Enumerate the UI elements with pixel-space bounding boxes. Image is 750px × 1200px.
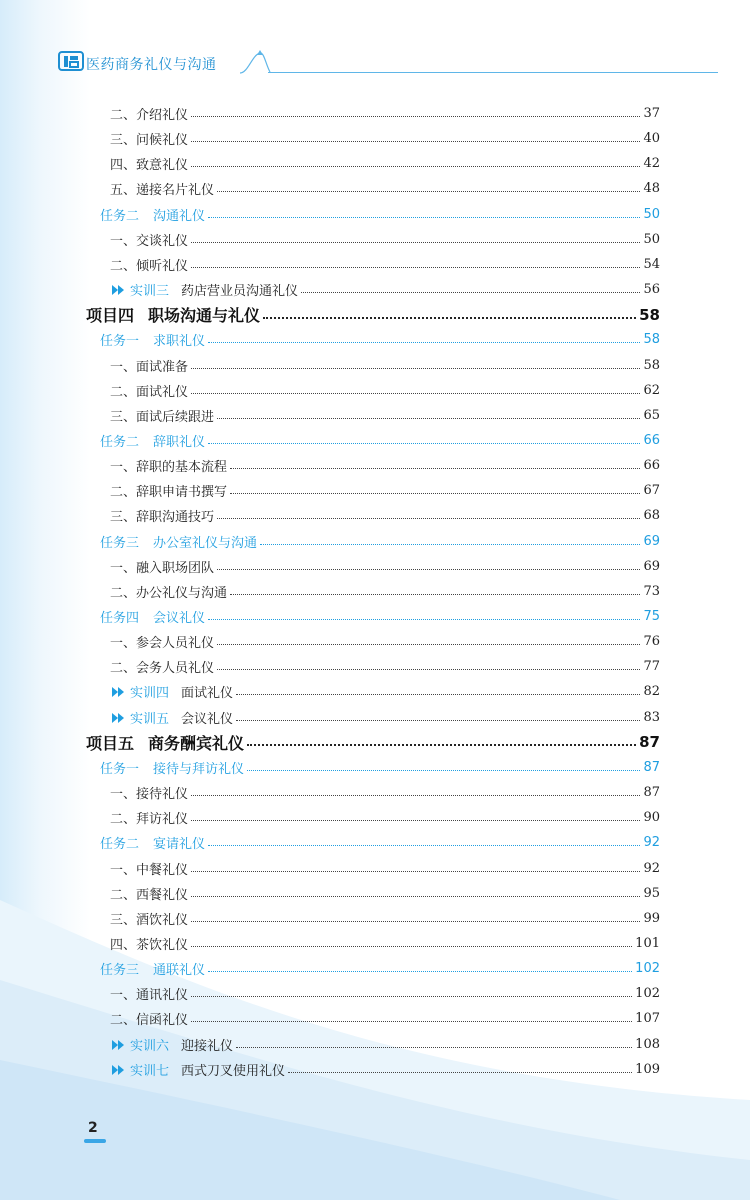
toc-page-number: 87: [643, 785, 660, 801]
toc-entry-item[interactable]: [0, 629, 660, 654]
dot-leader: [230, 594, 640, 595]
toc-entry-item[interactable]: [0, 579, 660, 604]
toc-entry-task[interactable]: [0, 327, 660, 352]
toc-entry-label: [86, 303, 260, 326]
toc-entry-label: 二、会务人员礼仪: [110, 661, 215, 677]
dot-leader: [236, 1047, 632, 1048]
toc-entry-item[interactable]: [0, 403, 660, 428]
double-arrow-icon: [112, 1040, 126, 1050]
toc-entry-label: [100, 833, 205, 852]
toc-entry-label: 一、辞职的基本流程: [110, 460, 228, 476]
toc-entry-label: 二、拜访礼仪: [110, 812, 189, 828]
toc-task-title: 辞职礼仪: [153, 434, 206, 450]
toc-project-title: 职场沟通与礼仪: [148, 306, 261, 326]
toc-entry-item[interactable]: [0, 981, 660, 1006]
toc-entry-label: 四、致意礼仪: [110, 158, 189, 174]
toc-entry-task[interactable]: [0, 202, 660, 227]
toc-page-number: 69: [643, 533, 660, 549]
toc-page-number: 58: [643, 332, 660, 348]
toc-practice-title: 西式刀叉使用礼仪: [181, 1063, 286, 1079]
dot-leader: [208, 971, 632, 972]
toc-entry-label: 一、参会人员礼仪: [110, 636, 215, 652]
toc-page-number: 37: [643, 106, 660, 121]
toc-entry-item[interactable]: [0, 654, 660, 679]
dot-leader: [191, 996, 632, 997]
toc-entry-label: [86, 731, 244, 754]
toc-page-number: 68: [643, 508, 660, 524]
dot-leader: [191, 242, 640, 243]
toc-page-number: 62: [643, 382, 660, 398]
toc-page-number: 58: [639, 305, 660, 324]
toc-task-tag: 任务三: [100, 535, 140, 551]
book-logo-icon: [58, 49, 84, 73]
dot-leader: [208, 443, 640, 444]
toc-entry-item[interactable]: [0, 176, 660, 201]
toc-entry-task[interactable]: [0, 830, 660, 855]
toc-page-number: 40: [643, 131, 660, 147]
toc-entry-label: 三、辞职沟通技巧: [110, 510, 215, 526]
toc-task-title: 会议礼仪: [153, 611, 206, 626]
dot-leader: [191, 393, 640, 394]
toc-page-number: 48: [643, 181, 660, 197]
toc-task-title: 求职礼仪: [153, 334, 206, 350]
dot-leader: [260, 544, 640, 545]
dot-leader: [191, 166, 640, 167]
toc-page-number: 99: [643, 910, 660, 926]
toc-entry-item[interactable]: [0, 126, 660, 151]
toc-entry-label: 二、西餐礼仪: [110, 887, 189, 903]
toc-page-number: 50: [643, 231, 660, 247]
toc-entry-item[interactable]: [0, 805, 660, 830]
toc-task-title: 接待与拜访礼仪: [153, 761, 245, 777]
toc-entry-item[interactable]: [0, 856, 660, 881]
dot-leader: [217, 191, 640, 192]
toc-entry-label: 一、接待礼仪: [110, 787, 189, 803]
toc-entry-label: [100, 532, 257, 551]
toc-task-title: 宴请礼仪: [153, 837, 206, 853]
toc-project-tag: 项目五: [86, 733, 135, 753]
toc-page-number: 101: [635, 935, 660, 951]
dot-leader: [247, 744, 636, 746]
toc-entry-item[interactable]: [0, 478, 660, 503]
toc-page-number: 95: [643, 885, 660, 901]
toc-task-tag: 任务二: [100, 208, 140, 224]
toc-page-number: 50: [643, 206, 660, 222]
toc-page-number: 69: [643, 558, 660, 574]
dot-leader: [208, 845, 640, 846]
dot-leader: [208, 342, 640, 343]
dot-leader: [288, 1072, 632, 1073]
toc-page-number: 82: [643, 684, 660, 700]
toc-entry-project[interactable]: [0, 302, 660, 327]
toc-entry-label: [100, 431, 205, 450]
dot-leader: [217, 518, 640, 519]
toc-task-tag: 任务二: [100, 837, 140, 853]
dot-leader: [191, 368, 640, 369]
dot-leader: [208, 619, 640, 620]
toc-page-number: 65: [643, 407, 660, 423]
dot-leader: [301, 292, 640, 293]
toc-task-tag: 任务一: [100, 761, 140, 777]
toc-practice-tag: 实训三: [130, 284, 170, 300]
toc-entry-item[interactable]: [0, 1006, 660, 1031]
toc-entry-label: [100, 607, 205, 626]
toc-entry-label: [112, 1060, 285, 1079]
double-arrow-icon: [112, 713, 126, 723]
toc-page-number: 92: [643, 860, 660, 876]
toc-task-title: 沟通礼仪: [153, 208, 206, 224]
dot-leader: [191, 1021, 632, 1022]
dot-leader: [191, 795, 640, 796]
toc-entry-practice[interactable]: [0, 679, 660, 704]
toc-entry-item[interactable]: [0, 503, 660, 528]
dot-leader: [191, 141, 640, 142]
toc-entry-label: [112, 1035, 233, 1054]
toc-page-number: 102: [635, 961, 660, 977]
header-curve-decoration: [238, 49, 278, 79]
toc-entry-label: [112, 708, 233, 727]
toc-page-number: 54: [643, 256, 660, 272]
toc-entry-task[interactable]: [0, 755, 660, 780]
toc-page-number: 87: [643, 759, 660, 775]
toc-entry-label: 二、倾听礼仪: [110, 258, 189, 274]
toc-task-tag: 任务一: [100, 334, 140, 350]
toc-page-number: 75: [643, 609, 660, 624]
toc-page-number: 73: [643, 583, 660, 599]
page-header: [58, 45, 688, 81]
toc-entry-task[interactable]: [0, 604, 660, 629]
dot-leader: [191, 871, 640, 872]
toc-entry-label: 一、融入职场团队: [110, 560, 215, 576]
toc-entry-item[interactable]: [0, 353, 660, 378]
toc-task-tag: 任务三: [100, 963, 140, 979]
dot-leader: [191, 896, 640, 897]
toc-entry-label: 三、面试后续跟进: [110, 409, 215, 425]
toc-practice-title: 面试礼仪: [181, 686, 234, 702]
toc-entry-label: 二、介绍礼仪: [110, 108, 189, 123]
dot-leader: [217, 569, 640, 570]
toc-entry-label: 一、中餐礼仪: [110, 862, 189, 878]
toc-entry-label: [112, 682, 233, 701]
toc-entry-label: 三、问候礼仪: [110, 133, 189, 149]
double-arrow-icon: [112, 687, 126, 697]
toc-entry-label: [112, 280, 298, 299]
dot-leader: [230, 468, 640, 469]
dot-leader: [191, 820, 640, 821]
toc-entry-project[interactable]: [0, 730, 660, 755]
toc-entry-item[interactable]: [0, 101, 660, 126]
toc-entry-label: [100, 205, 205, 224]
book-title: 医药商务礼仪与沟通: [86, 57, 217, 73]
toc-project-tag: 项目四: [86, 306, 135, 326]
toc-entry-label: 四、茶饮礼仪: [110, 937, 189, 953]
dot-leader: [191, 921, 640, 922]
toc-entry-practice[interactable]: [0, 1032, 660, 1057]
toc-task-title: 通联礼仪: [153, 963, 206, 979]
toc-entry-item[interactable]: [0, 252, 660, 277]
toc-task-tag: 任务四: [100, 611, 140, 626]
toc-page-number: 76: [643, 634, 660, 650]
toc-entry-label: 二、辞职申请书撰写: [110, 485, 228, 501]
toc-entry-label: 二、面试礼仪: [110, 384, 189, 400]
toc-practice-tag: 实训五: [130, 711, 170, 727]
toc-page-number: 90: [643, 810, 660, 826]
dot-leader: [191, 116, 640, 117]
toc-entry-label: 一、通讯礼仪: [110, 988, 189, 1004]
dot-leader: [191, 946, 632, 947]
toc-practice-title: 会议礼仪: [181, 711, 234, 727]
toc-entry-practice[interactable]: [0, 277, 660, 302]
dot-leader: [263, 317, 636, 319]
dot-leader: [217, 644, 640, 645]
toc-entry-item[interactable]: [0, 780, 660, 805]
toc-page-number: 107: [635, 1011, 660, 1027]
toc-page-number: 108: [635, 1036, 660, 1052]
toc-practice-tag: 实训四: [130, 686, 170, 702]
toc-entry-label: 一、面试准备: [110, 359, 189, 375]
toc-entry-label: [100, 959, 205, 978]
dot-leader: [236, 694, 640, 695]
toc-page-number: 67: [643, 483, 660, 499]
toc-entry-practice[interactable]: [0, 705, 660, 730]
toc-entry-item[interactable]: [0, 378, 660, 403]
toc-entry-label: 五、递接名片礼仪: [110, 183, 215, 199]
toc-entry-label: 二、信函礼仪: [110, 1013, 189, 1029]
toc-task-tag: 任务二: [100, 434, 140, 450]
toc-practice-title: 迎接礼仪: [181, 1038, 234, 1054]
toc-project-title: 商务酬宾礼仪: [148, 733, 245, 753]
dot-leader: [230, 493, 640, 494]
toc-entry-label: [100, 758, 244, 777]
toc-entry-item[interactable]: [0, 906, 660, 931]
dot-leader: [217, 418, 640, 419]
header-rule: [268, 72, 718, 73]
toc-entry-item[interactable]: [0, 453, 660, 478]
dot-leader: [236, 720, 640, 721]
toc-entry-label: 三、酒饮礼仪: [110, 912, 189, 928]
toc-task-title: 办公室礼仪与沟通: [153, 535, 258, 551]
toc-page-number: 109: [635, 1061, 660, 1077]
dot-leader: [217, 669, 640, 670]
page-number-underline: [84, 1139, 106, 1143]
toc-entry-item[interactable]: [0, 227, 660, 252]
toc-page-number: 77: [643, 659, 660, 675]
toc-page-number: 42: [643, 156, 660, 172]
double-arrow-icon: [112, 285, 126, 295]
dot-leader: [208, 217, 640, 218]
toc-page-number: 66: [643, 432, 660, 448]
toc-practice-title: 药店营业员沟通礼仪: [181, 284, 299, 300]
toc-page-number: 58: [643, 357, 660, 373]
toc-entry-item[interactable]: [0, 151, 660, 176]
toc-entry-item[interactable]: [0, 931, 660, 956]
toc-entry-task[interactable]: [0, 956, 660, 981]
page-number: 2: [88, 1120, 98, 1136]
toc-page-number: 83: [643, 709, 660, 725]
toc-page-number: 87: [639, 733, 660, 752]
double-arrow-icon: [112, 1065, 126, 1075]
toc-entry-label: [100, 330, 205, 349]
toc-page-number: 92: [643, 835, 660, 851]
toc-entry-practice[interactable]: [0, 1057, 660, 1082]
toc-page-number: 66: [643, 458, 660, 474]
toc-entry-item[interactable]: [0, 554, 660, 579]
toc-entry-label: 二、办公礼仪与沟通: [110, 585, 228, 601]
dot-leader: [191, 267, 640, 268]
toc-entry-task[interactable]: [0, 428, 660, 453]
toc-entry-item[interactable]: [0, 881, 660, 906]
toc-practice-tag: 实训六: [130, 1038, 170, 1054]
toc-entry-label: 一、交谈礼仪: [110, 233, 189, 249]
toc-page-number: 102: [635, 986, 660, 1002]
toc-page-number: 56: [643, 282, 660, 298]
toc-entry-task[interactable]: [0, 529, 660, 554]
dot-leader: [247, 770, 640, 771]
toc-practice-tag: 实训七: [130, 1063, 170, 1079]
